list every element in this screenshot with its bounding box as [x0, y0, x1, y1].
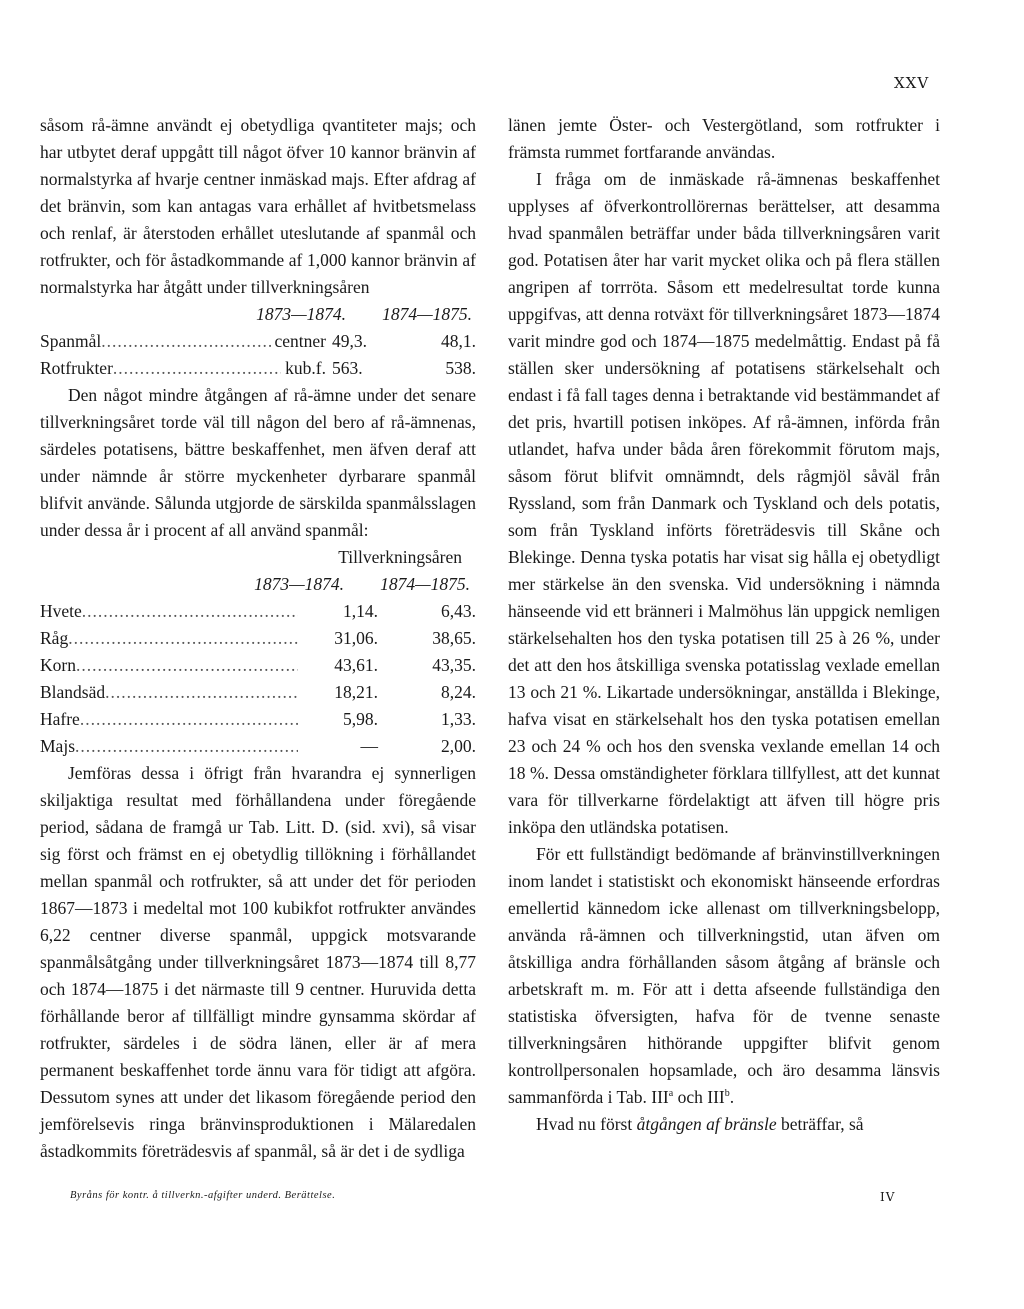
right-paragraph-3: [508, 841, 940, 1111]
leader-dots: [101, 328, 270, 355]
paragraph-text: Hvad nu först: [536, 1114, 637, 1134]
table-row: [40, 355, 476, 382]
signature-mark: IV: [880, 1190, 896, 1204]
paragraph-text: För ett fullständigt bedömande af bränvinstillverkningen inom landet i statistiskt och ekonomiskt hänseende erfordras emellertid kännedom icke allenast om tillverkningsbelopp, använda rå-ämnen och tillverkningstid, utan äfven om åtskilliga andra förhållanden såsom åtgång af bränsle och arbetskraft m. m. För att i detta afseende fullständiga den statistiska öfversigten, hafva för de tvenne senaste tillverkningsåren hithörande uppgifter blifvit genom kontrollpersonalen hopsamlade, och äro desamma länsvis sammanförda i Tab. III: [508, 844, 940, 1107]
raw-material-table: [40, 301, 476, 382]
row-label: Råg: [40, 628, 69, 648]
row-unit: kub.f.: [285, 358, 326, 378]
grain-percentage-table: [40, 544, 476, 760]
row-label: Hafre: [40, 709, 80, 729]
table2-year-headers: [40, 571, 476, 598]
row-value-1874: 538.: [445, 358, 476, 378]
paragraph-text: .: [729, 1087, 735, 1107]
row-value-1873: 5,98.: [343, 709, 378, 729]
leader-dots: [68, 625, 298, 652]
table-row: [40, 625, 476, 652]
leader-dots: [76, 652, 298, 679]
right-paragraph-4: [508, 1111, 940, 1138]
table-row: [40, 328, 476, 355]
table1-year-headers: [40, 301, 476, 328]
row-label: Blandsäd: [40, 682, 106, 702]
table2-year-1: 1873—1874.: [254, 574, 345, 594]
row-unit: centner: [274, 331, 326, 351]
table-row: [40, 679, 476, 706]
page-number: XXV: [894, 74, 930, 92]
row-value-1874: 6,43.: [441, 601, 476, 621]
table-row: [40, 733, 476, 760]
superscript: a: [668, 1088, 674, 1100]
row-value-1873: 31,06.: [334, 628, 378, 648]
table1-year-2: 1874—1875.: [382, 304, 472, 324]
leader-dots: [80, 706, 298, 733]
row-value-1873: 49,3.: [332, 331, 367, 351]
right-paragraph-2: I fråga om de inmäskade rå-ämnenas beskaffenhet upplyses af öfverkontrollörernas berättelser, att desamma hvad spanmålen beträffar under båda tillverkningsåren varit god. Potatisen åter har varit mycket olika och på flera ställen angripen af torrröta. Såsom ett medelresultat torde kunna uppgifvas, att denna rotväxt för tillverkningsåret 1873—1874 varit mindre god och 1874—1875 medelmåttig. Endast på få ställen sker undersökning af potatisens stärkelsehalt och endast i få fall tages denna i betraktande vid bestämmandet af det pris, hvartill potisen inköpes. Af rå-ämnen, införda från utlandet, hafva under båda åren förekommit förutom majs, såsom förut blifvit omnämndt, dels rågmjöl såväl från Ryssland, som från Danmark och Tyskland och dels potatis, som från Tyskland införts företrädesvis till Skåne och Blekinge. Denna tyska potatis har visat sig hålla ej obetydligt mer stärkelse än den svenska. Vid undersökning i nämnda hänseende vid ett bränneri i Malmöhus län uppgick nemligen stärkelsehalten hos den tyska potatisen till 25 à 26 %, under det att den hos åtskilliga svenska potatisslag vexlade emellan 13 och 21 %. Likartade undersökningar, anställda i Blekinge, hafva visat en stärkelsehalt hos den tyska potatisen emellan 23 och 24 % och hos den svenska vexlande emellan 14 och 18 %. Dessa omständigheter förklara tillfyllest, att det kunnat vara för tillverkarne fördelaktigt att äfven till högre pris inköpa den utländska potatisen.: [508, 169, 940, 837]
row-value-1873: 18,21.: [334, 682, 378, 702]
footer-note: Byråns för kontr. å tillverkn.-afgifter underd. Berättelse.: [70, 1190, 336, 1201]
leader-dots: [75, 733, 298, 760]
left-paragraph-2: Den något mindre åtgången af rå-ämne under det senare tillverkningsåret torde väl till någon del bero af rå-ämnenas, särdeles potatisens, bättre beskaffenhet, men äfven deraf att under nämnde år större myckenheter dyrbarare spanmål blifvit använde. Sålunda utgjorde de särskilda spanmålsslagen under dessa år i procent af all använd spanmål:: [40, 385, 476, 540]
right-column: [508, 112, 940, 1138]
row-label: Rotfrukter: [40, 358, 113, 378]
row-value-1874: 48,1.: [441, 331, 476, 351]
row-value-1873: 1,14.: [343, 601, 378, 621]
row-value-1873: 563.: [332, 358, 363, 378]
row-value-1874: 8,24.: [441, 682, 476, 702]
row-value-1874: 2,00.: [441, 736, 476, 756]
row-label: Korn: [40, 655, 76, 675]
row-value-1873: —: [360, 736, 378, 756]
row-value-1873: 43,61.: [334, 655, 378, 675]
table-row: [40, 706, 476, 733]
paragraph-text: och III: [673, 1087, 725, 1107]
leader-dots: [113, 355, 281, 382]
left-paragraph-1: såsom rå-ämne användt ej obetydliga qvantiteter majs; och har utbytet deraf uppgått till något öfver 10 kannor bränvin af normalstyrka af hvarje centner inmäskad majs. Efter afdrag af det bränvin, som kan antagas vara erhållet af hvitbetsmelass och renlaf, är återstoden erhållet uteslutande af spanmål och rotfrukter, och för åstadkommande af 1,000 kannor bränvin af normalstyrka har åtgått under tillverkningsåren: [40, 115, 476, 297]
emphasized-text: åtgången af bränsle: [636, 1114, 777, 1134]
table2-year-2: 1874—1875.: [380, 574, 470, 594]
table-row: [40, 652, 476, 679]
table2-heading: Tillverkningsåren: [338, 547, 462, 567]
left-paragraph-3: Jemföras dessa i öfrigt från hvarandra ej synnerligen skiljaktiga resultat med förhållandena under föregående period, sådana de framgå ur Tab. Litt. D. (sid. xvi), så visar sig först och främst en ej obetydlig tillökning i förhållandet mellan spanmål och rotfrukter, så att under det för perioden 1867—1873 i medeltal mot 100 kubikfot rotfrukter användes 6,22 centner diverse spanmål, uppgick motsvarande spanmålsåtgång under tillverkningsåret 1873—1874 till 8,77 och 1874—1875 i det närmaste till 9 centner. Huruvida detta förhållande beror af tillfälligt mindre gynsamma skördar af rotfrukter, särdeles i de södra länen, eller är af mera permanent beskaffenhet torde ännu vara för tidigt att afgöra. Dessutom synes att under det likasom föregående period den jemförelsevis ringa bränvinsproduktionen i Mälaredalen åstadkommits företrädesvis af spanmål, så är det i de sydliga: [40, 763, 476, 1161]
left-column: [40, 112, 476, 1165]
paragraph-text: beträffar, så: [776, 1114, 864, 1134]
row-label: Majs: [40, 736, 75, 756]
superscript: b: [724, 1088, 730, 1100]
right-paragraph-1: länen jemte Öster- och Vestergötland, som rotfrukter i främsta rummet fortfarande användas.: [508, 115, 940, 162]
row-value-1874: 1,33.: [441, 709, 476, 729]
leader-dots: [82, 598, 298, 625]
row-label: Hvete: [40, 601, 82, 621]
row-value-1874: 38,65.: [432, 628, 476, 648]
row-value-1874: 43,35.: [432, 655, 476, 675]
leader-dots: [105, 679, 298, 706]
table-row: [40, 598, 476, 625]
table1-year-1: 1873—1874.: [256, 304, 347, 324]
row-label: Spanmål: [40, 331, 102, 351]
